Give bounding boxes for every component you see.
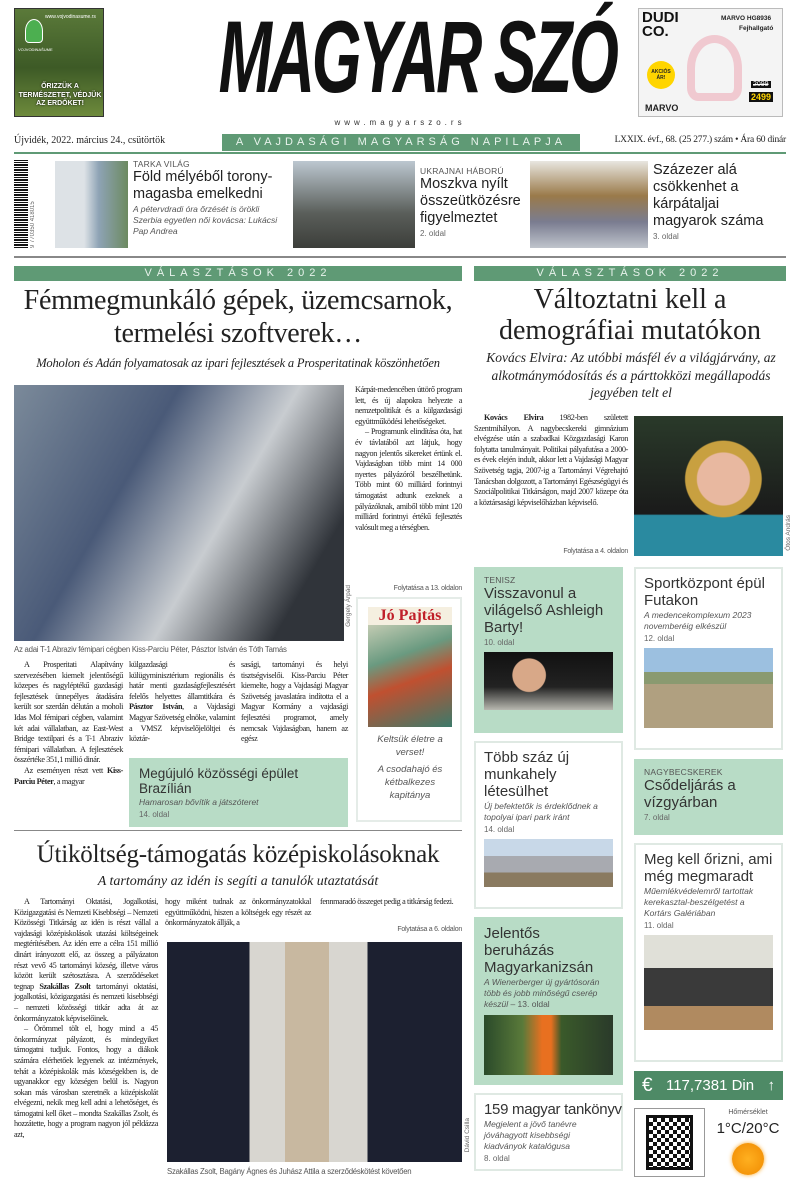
ad-badge: AKCIÓS ÁR! xyxy=(647,61,675,89)
jo-pajtas-line2: A csodahajó és kétbalkezes kapitánya xyxy=(377,764,443,801)
second-col-1 xyxy=(14,897,158,1141)
ad-marvo[interactable] xyxy=(638,8,783,117)
person-name: Kiss-Parciu Péter xyxy=(14,765,123,786)
qr-icon xyxy=(649,1118,690,1167)
ad-brand: VOJVODINAŠUME xyxy=(18,47,53,52)
text: hogy miként tudnak az önkormányzatokkal együttműködni, hiszen a költségek egy részét az önkormányzatok állják, a xyxy=(165,897,311,928)
teaser-rule xyxy=(14,256,786,258)
teaser-page: 2. oldal xyxy=(420,229,446,238)
lead-col-2 xyxy=(129,660,235,745)
lead-caption: Az adai T-1 Abraziv fémipari cégben Kiss-Parciu Péter, Pásztor István és Tóth Tamás xyxy=(14,645,287,654)
teaser-kicker: TARKA VILÁG xyxy=(133,159,190,169)
second-col-3 xyxy=(320,897,462,908)
text: A Tartományi Oktatási, Jogalkotási, Közigazgatási és Nemzeti Kisebbségi – Nemzeti Közösségi Titkárság az idén is részt vállal a vajdasági középiskolások utazási költségeinek megtérítésében. Az idén erre a célra 151 millió dinárt irányozott elő, az összeg a pályázaton részt vevő 45 tartományi község, illetve város között került szétosztásra. A szerződéseket tegnap xyxy=(14,897,158,991)
barcode xyxy=(14,160,28,248)
teaser-3[interactable] xyxy=(653,162,786,241)
second-col-2 xyxy=(165,897,311,929)
box-title: 159 magyar tankönyv xyxy=(484,1101,622,1118)
box-title: Csődeljárás a vízgyárban xyxy=(644,777,736,811)
box-kicker: NAGYBECSKEREK xyxy=(644,767,723,777)
teaser-kicker: UKRAJNAI HÁBORÚ xyxy=(420,166,504,176)
ad-old-price: 2099 xyxy=(753,81,769,88)
section-band: VÁLASZTÁSOK 2022 xyxy=(14,266,462,281)
text: tartományi oktatási, jogalkotási, közigazgatási és nemzeti kisebbségi – nemzeti közösségi titkár adta át az önkormányzatok képviselőinek. xyxy=(14,981,158,1023)
industrial-park-photo xyxy=(484,839,613,887)
lead-subtitle: Moholon és Adán folyamatosak az ipari fejlesztések a Prosperitatinak köszönhetően xyxy=(36,356,440,370)
teaser-title: Moszkva nyílt összeütközésre figyelmeztet xyxy=(420,176,521,226)
box-subtitle xyxy=(484,977,613,1010)
teaser-photo-kovacs[interactable] xyxy=(55,161,128,248)
masthead-url[interactable]: www.magyarszo.rs xyxy=(334,118,466,127)
ad-price: 2499 xyxy=(751,92,772,102)
factory-photo xyxy=(484,1015,613,1075)
box-page: 12. oldal xyxy=(644,634,675,643)
photo-credit: Ótos András xyxy=(785,515,792,551)
ad-product: MARVO HG8936 xyxy=(721,15,772,22)
box-title: Jelentős beruházás Magyarkanizsán xyxy=(484,925,594,976)
section-band: VÁLASZTÁSOK 2022 xyxy=(474,266,786,281)
box-subtitle: A medencekomplexum 2023 novemberéig elkészül xyxy=(644,610,752,631)
issue-info: LXXIX. évf., 68. (25 277.) szám • Ára 60 dinár xyxy=(614,135,786,145)
tankonyv-box[interactable] xyxy=(474,1093,623,1171)
teaser-photo-refugees[interactable] xyxy=(530,161,648,248)
weather-label: Hőmérséklet xyxy=(728,1109,768,1116)
box-kicker: TENISZ xyxy=(484,575,516,585)
text: Az eseményen részt vett xyxy=(24,765,103,775)
teaser-page: 3. oldal xyxy=(653,232,679,241)
beruhazas-box[interactable] xyxy=(474,917,623,1085)
jo-pajtas-box[interactable] xyxy=(356,597,462,822)
continued-link[interactable]: Folytatása a 4. oldalon xyxy=(563,548,628,555)
jo-pajtas-cover xyxy=(368,607,452,727)
person-name: Szakállas Zsolt xyxy=(39,981,91,991)
second-photo[interactable] xyxy=(167,942,462,1162)
exchange-rate-bar xyxy=(634,1071,783,1100)
barty-photo xyxy=(484,652,613,710)
orizni-box[interactable] xyxy=(634,843,783,1062)
sport-box[interactable] xyxy=(634,567,783,750)
ad-url: www.vojvodinasume.rs xyxy=(45,14,96,20)
box-page: – 13. oldal xyxy=(510,999,550,1009)
euro-icon: € xyxy=(642,1074,653,1096)
tenisz-box[interactable] xyxy=(474,567,623,733)
ad-logo: MARVO xyxy=(645,103,679,113)
paragraph: A Prosperitati Alapítvány szervezésében kiemelt jelentőségű közepes és nagyléptékű gazdasági fejlesztések ünnepélyes átadására került sor szerdán délután a moholi Idas Mol fémipari cégben, valamint két adai vállalatban, az East-West Bridge textilpari és a T-1 Abraziv fémipari vállalatban. A fejlesztések összértéke 351,1 millió dinár. xyxy=(14,660,123,765)
lead-photo[interactable] xyxy=(14,385,344,641)
weather-value: 1°C/20°C xyxy=(716,1120,780,1137)
box-subtitle: Megjelent a jövő tanévre jóváhagyott kisebbségi kiadványok katalógusa xyxy=(484,1119,577,1151)
lead-headline[interactable]: Fémmegmunkáló gépek, üzemcsarnok, termelési szoftverek… xyxy=(23,285,453,349)
barcode-number: 9 770350 418015 xyxy=(30,201,36,248)
person-name: Pásztor István xyxy=(129,702,183,712)
teaser-title: Százezer alá csökkenhet a kárpátaljai magyarok száma xyxy=(653,162,764,229)
masthead-title: MAGYAR SZÓ xyxy=(218,0,617,114)
second-subtitle: A tartomány az idén is segíti a tanulók utaztatását xyxy=(97,874,379,889)
roundtable-photo xyxy=(644,935,773,1030)
text: , a Vajdasági Magyar Szövetség elnöke, valamint a VMSZ képviselőjelöltjei és köztár- xyxy=(129,702,235,744)
section-rule xyxy=(14,830,462,831)
excavator-photo xyxy=(644,648,773,728)
box-page: 14. oldal xyxy=(484,825,515,834)
second-headline[interactable]: Útiköltség-támogatás középiskolásoknak xyxy=(36,841,440,868)
issue-date: Újvidék, 2022. március 24., csütörtök xyxy=(14,135,166,146)
lead-col-3 xyxy=(241,660,348,745)
lead-side-text xyxy=(355,385,462,533)
paragraph: – Örömmel tölt el, hogy mind a 45 önkormányzat pályázott, és mindegyiket támogatni tudjuk. Fontos, hogy a diákok számára elérhetőek legyenek az intézmények, tehát a középiskolák más községekben is, de ugyanakkor egy községen belül is. Nagyon sokan más városban szeretnék a középiskolát elvégezni, nekik meg kell adni a lehetőséget, és támogatni kell őket – mondta Szakállas Zsolt, és hozzátette, hogy a program nagyon jól példázza azt, xyxy=(14,1024,158,1140)
right-subtitle: Kovács Elvira: Az utóbbi másfél év a világjárvány, az alkotmánymódosítás és a párttokközi megállapodás jegyében telt el xyxy=(486,350,776,400)
kovacs-elvira-photo[interactable] xyxy=(634,416,783,556)
munkahely-box[interactable] xyxy=(474,741,623,909)
exchange-value: 117,7381 Din xyxy=(665,1077,755,1094)
brazilia-box[interactable] xyxy=(129,758,348,827)
teaser-title: Föld mélyéből torony-magasba emelkedni xyxy=(133,169,273,202)
text: fennmaradó összeget pedig a titkárság fedezi. xyxy=(320,897,454,906)
sun-icon xyxy=(732,1143,764,1175)
box-page: 14. oldal xyxy=(139,810,170,819)
teaser-1[interactable] xyxy=(133,159,288,237)
right-headline[interactable]: Változtatni kell a demográfiai mutatókon xyxy=(498,284,762,346)
jo-pajtas-text xyxy=(364,733,456,802)
second-caption: Szakállas Zsolt, Bagány Ágnes és Juhász Attila a szerződéskötést követően xyxy=(167,1167,412,1176)
box-subtitle: Műemlékvédelemről tartottak kerekasztal-beszélgetést a Kortárs Galériában xyxy=(644,886,754,918)
text: 1982-ben született Szentmihályon. A nagybecskereki gimnázium elvégzése után a szabadkai Közgazdasági Karon folytatta tanulmányait. Politikai pályafutása a 2000-es évek elején indult, akkor lett a Vajdasági Magyar Szövetség tagja, 2007-ig a Tartományi Végrehajtó Tanácsban dolgozott, a Tartományi Egészségügyi és Szociálpolitikai Titkárságon, majd 2007 közepe óta a köztársasági képviselőházban képviselő. xyxy=(474,413,628,507)
tagline-band: A VAJDASÁGI MAGYARSÁG NAPILAPJA xyxy=(222,134,580,151)
box-page: 11. oldal xyxy=(644,921,674,930)
jo-pajtas-logo: Jó Pajtás xyxy=(368,607,452,625)
ad-brand: DUDI CO. xyxy=(642,9,679,40)
box-title: Meg kell őrizni, ami még megmaradt xyxy=(644,851,773,885)
headphone-image xyxy=(687,35,742,101)
continued-link[interactable]: Folytatása a 6. oldalon xyxy=(397,926,462,933)
jo-pajtas-line1: Keltsük életre a verset! xyxy=(377,734,443,758)
box-title: Több száz új munkahely létesülhet xyxy=(484,749,570,800)
qr-code[interactable] xyxy=(634,1108,705,1177)
tree-logo-icon xyxy=(25,19,43,43)
right-text xyxy=(474,413,628,508)
photo-credit: Gergely Árpád xyxy=(345,585,352,627)
box-title: Megújuló közösségi épület Brazílián xyxy=(139,766,299,796)
teaser-subtitle: A pétervdradi óra őrzését is örökli Szerbia egyetlen női kovácsa: Lukácsi Pap Andrea xyxy=(133,204,278,236)
box-subtitle: Hamarosan bővítik a játszóteret xyxy=(139,797,259,807)
box-subtitle: Új befektetők is érdeklődnek a topolyai ipari park iránt xyxy=(484,801,598,822)
csod-box[interactable] xyxy=(634,759,783,835)
lead-col-1 xyxy=(14,660,123,787)
ad-slogan: ŐRIZZÜK A TERMÉSZETET, VÉDJÜK AZ ERDŐKET! xyxy=(18,83,102,107)
box-title: Visszavonul a világelső Ashleigh Barty! xyxy=(484,585,604,636)
header-rule xyxy=(14,152,786,154)
teaser-2[interactable] xyxy=(420,166,528,238)
person-name: Kovács Elvira xyxy=(484,413,544,422)
paragraph: – Programunk elindítása óta, hat év távlatából azt látjuk, hogy nagyon jelentős sikereket értünk el. Vajdaságban több mint 14 000 nyertes pályázóról beszélhetünk. Több mint 60 milliárd forintnyi támogatást adtunk ezeknek a pályázóknak, amiből több mint 120 milliárd forintnyi értékű fejlesztés valósult meg a térségben. xyxy=(355,427,462,532)
teaser-photo-war[interactable] xyxy=(293,161,415,248)
paragraph: Kárpát-medencében úttörő program lett, és új alapokra helyezte a nemzetpolitikát és a külgazdasági együttműködési lehetőségeket. xyxy=(355,385,462,426)
box-title: Sportközpont épül Futakon xyxy=(644,575,765,609)
photo-credit: Dávid Csilla xyxy=(464,1118,471,1153)
box-page: 10. oldal xyxy=(484,638,515,647)
arrow-up-icon: ↑ xyxy=(767,1077,775,1094)
text: sasági, tartományi és helyi tisztségviselői. Kiss-Parciu Péter kiemelte, hogy a Vajdasági Magyar Szövetség javaslatára indította el a Magyar Kormány a vajdasági fejlesztési programot, amely nemcsak Vajdaságban, hanem az egész xyxy=(241,660,348,744)
text: külgazdasági és külügyminisztérium regionális és határ menti gazdaságfejlesztésért felelős helyettes államtitkára és xyxy=(129,660,235,701)
box-page: 7. oldal xyxy=(644,813,670,822)
box-page: 8. oldal xyxy=(484,1154,510,1163)
masthead-wrap xyxy=(205,0,630,114)
continued-link[interactable]: Folytatása a 13. oldalon xyxy=(393,585,462,592)
ad-product-type: Fejhallgató xyxy=(739,25,774,32)
text: , a magyar xyxy=(53,776,85,786)
ad-vojvodinasume[interactable] xyxy=(14,8,104,117)
text: A Wienerberger új gyártósorán több és jobb minőségű cserép készül xyxy=(484,977,600,1009)
